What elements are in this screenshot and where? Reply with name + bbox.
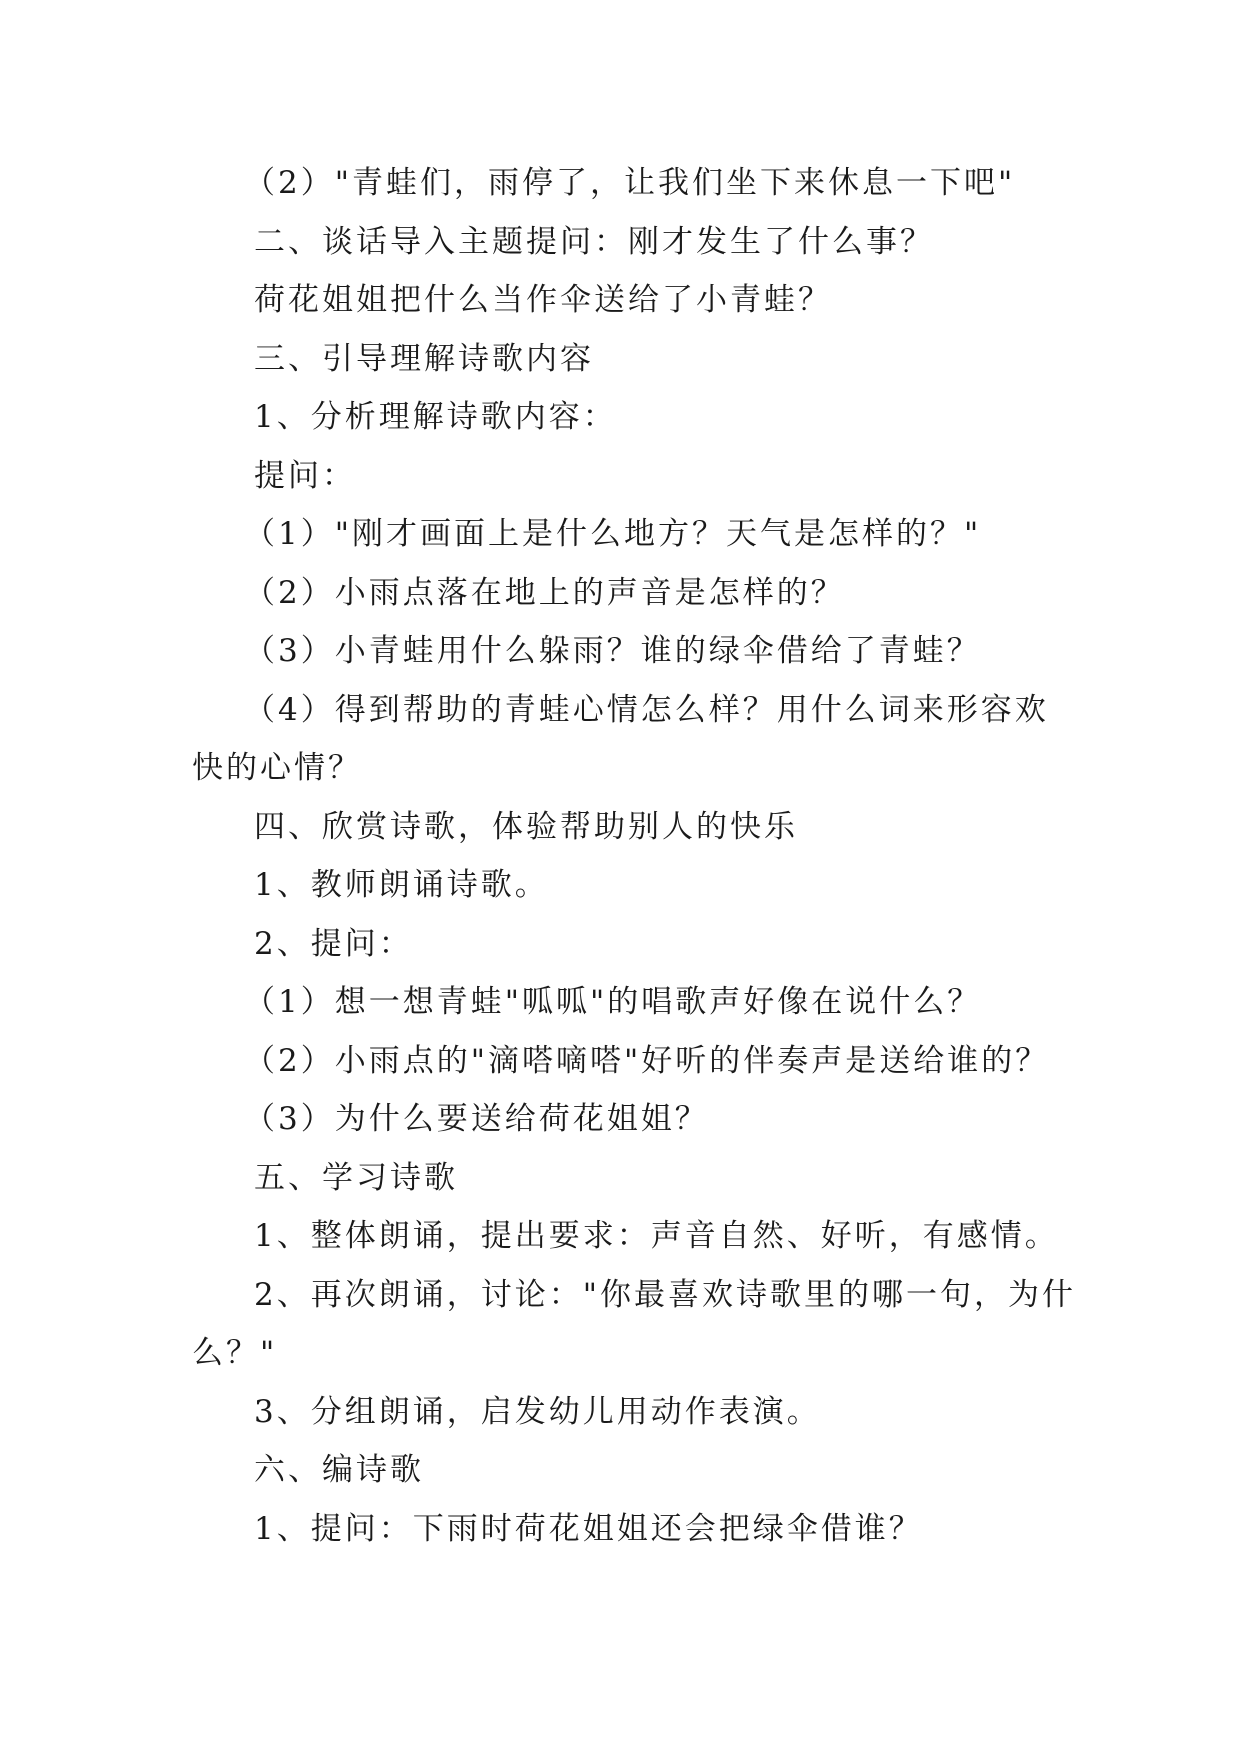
paragraph-line: 2、提问： xyxy=(254,925,413,962)
paragraph-line: （2）"青蛙们，雨停了，让我们坐下来休息一下吧" xyxy=(244,165,1016,201)
section-heading: 四、欣赏诗歌，体验帮助别人的快乐 xyxy=(254,808,798,845)
paragraph-line-continued: 么？" xyxy=(192,1335,278,1371)
paragraph-line: 3、分组朗诵，启发幼儿用动作表演。 xyxy=(254,1393,821,1430)
question-line: （1）想一想青蛙"呱呱"的唱歌声好像在说什么？ xyxy=(244,984,982,1020)
document-body xyxy=(192,154,1076,1558)
question-line: （2）小雨点的"滴嗒嘀嗒"好听的伴奏声是送给谁的？ xyxy=(244,1042,1050,1079)
question-line: （4）得到帮助的青蛙心情怎么样？用什么词来形容欢 xyxy=(244,691,1049,728)
section-heading: 二、谈话导入主题提问：刚才发生了什么事？ xyxy=(254,223,934,260)
paragraph-line: 荷花姐姐把什么当作伞送给了小青蛙？ xyxy=(254,282,832,318)
section-heading: 三、引导理解诗歌内容 xyxy=(254,340,594,377)
question-line: （3）小青蛙用什么躲雨？谁的绿伞借给了青蛙？ xyxy=(244,633,981,669)
paragraph-line: 提问： xyxy=(254,457,356,494)
paragraph-line: 1、分析理解诗歌内容： xyxy=(254,399,617,435)
question-line: （1）"刚才画面上是什么地方？天气是怎样的？" xyxy=(244,516,982,552)
paragraph-line: 1、提问：下雨时荷花姐姐还会把绿伞借谁？ xyxy=(254,1510,923,1547)
paragraph-line: 1、整体朗诵，提出要求：声音自然、好听，有感情。 xyxy=(254,1218,1059,1254)
section-heading: 六、编诗歌 xyxy=(254,1452,424,1488)
paragraph-line: 1、教师朗诵诗歌。 xyxy=(254,867,549,903)
question-line: （3）为什么要送给荷花姐姐？ xyxy=(244,1101,709,1137)
section-heading: 五、学习诗歌 xyxy=(254,1159,458,1196)
question-line: （2）小雨点落在地上的声音是怎样的？ xyxy=(244,574,845,611)
paragraph-line: 2、再次朗诵，讨论："你最喜欢诗歌里的哪一句，为什 xyxy=(254,1276,1076,1313)
question-line-continued: 快的心情？ xyxy=(192,750,362,786)
